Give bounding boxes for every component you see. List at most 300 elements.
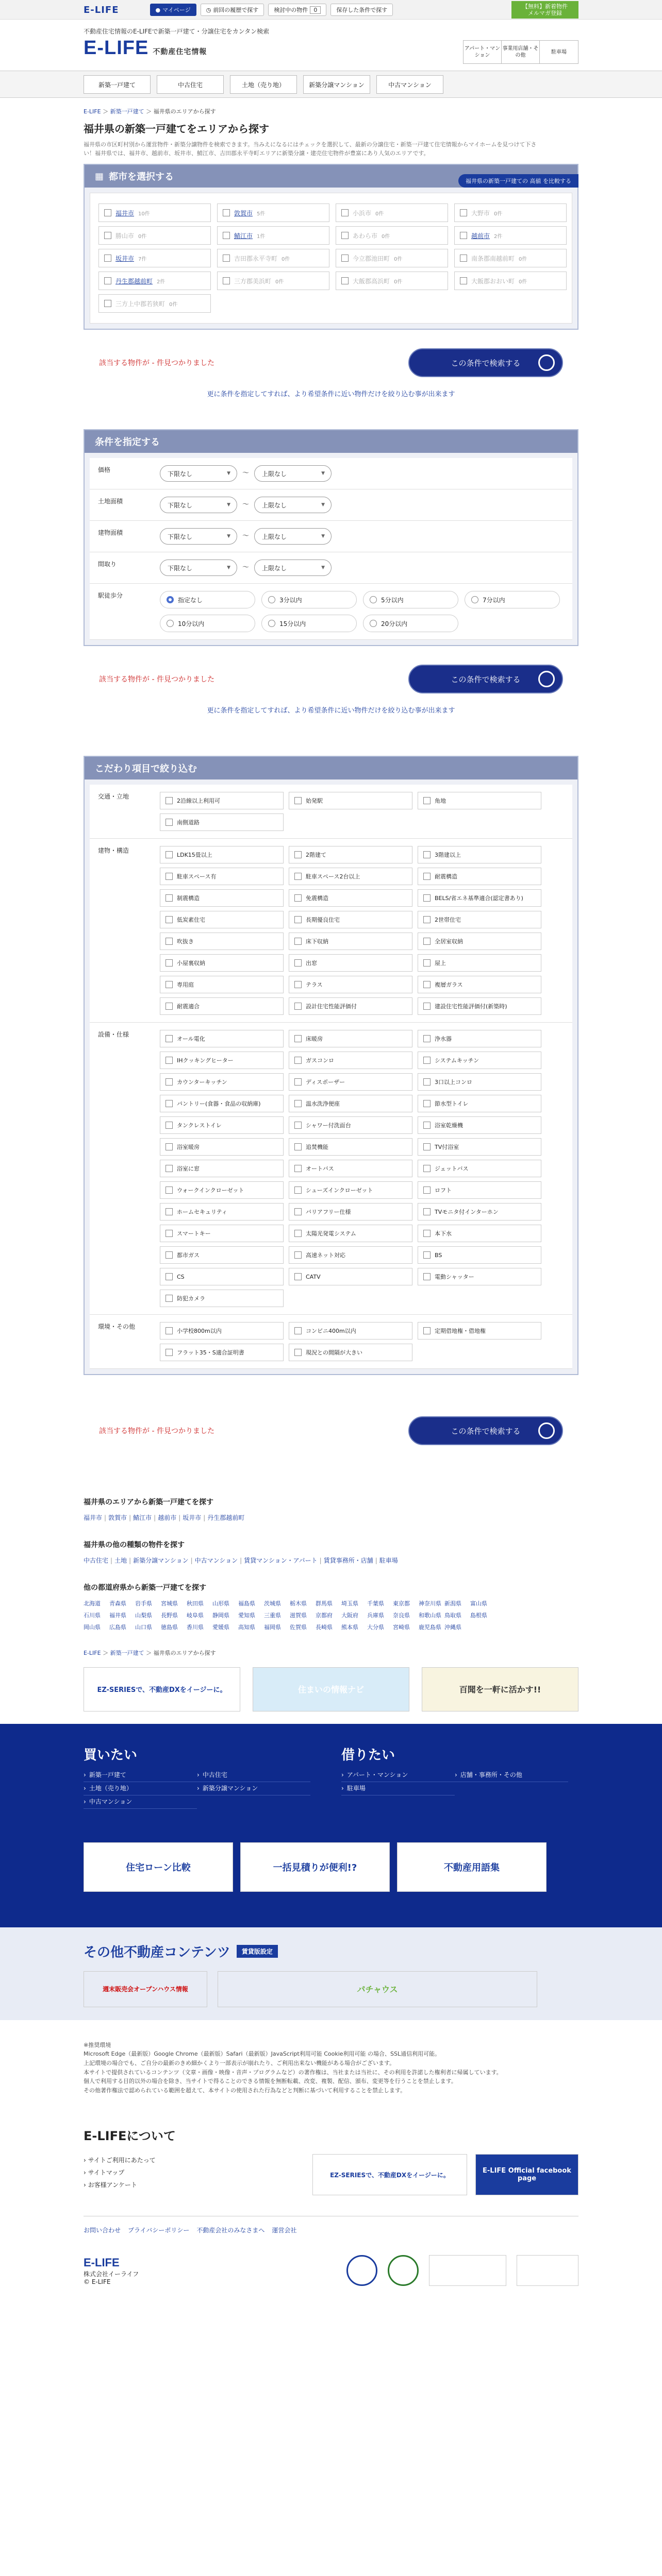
- footer-logo[interactable]: E-LIFE: [84, 2256, 120, 2269]
- feature-checkbox[interactable]: [160, 976, 284, 993]
- feature-checkbox[interactable]: [160, 1073, 284, 1091]
- pref-link[interactable]: 徳島県: [161, 1623, 178, 1631]
- pref-link[interactable]: 群馬県: [316, 1600, 333, 1607]
- footer-buy-link[interactable]: › 新築分譲マンション: [197, 1782, 310, 1795]
- max-select[interactable]: 上限なし ▼: [254, 497, 332, 513]
- feature-checkbox[interactable]: [289, 1052, 412, 1069]
- footer-buy-link[interactable]: › 中古マンション: [84, 1795, 197, 1809]
- city-count: 0件: [382, 233, 390, 240]
- max-select[interactable]: 上限なし ▼: [254, 465, 332, 482]
- feature-checkbox[interactable]: [160, 1203, 284, 1221]
- feature-checkbox[interactable]: [160, 868, 284, 885]
- feature-checkbox[interactable]: [160, 1225, 284, 1242]
- type-link[interactable]: 中古マンション: [194, 1556, 238, 1564]
- pref-link[interactable]: 青森県: [109, 1600, 126, 1607]
- pref-link[interactable]: 福井県: [109, 1612, 126, 1619]
- estimate-banner[interactable]: 一括見積りが便利!?: [240, 1842, 390, 1892]
- pref-link[interactable]: 佐賀県: [290, 1623, 307, 1631]
- feature-checkbox[interactable]: [160, 889, 284, 907]
- max-select[interactable]: 上限なし ▼: [254, 560, 332, 576]
- area-link[interactable]: 福井市: [84, 1514, 103, 1521]
- pref-link[interactable]: 福島県: [238, 1600, 255, 1607]
- city-checkbox[interactable]: [336, 226, 448, 245]
- checkbox-icon: [423, 1187, 431, 1194]
- menu-apartment[interactable]: アパート・マンション: [464, 41, 502, 63]
- feature-checkbox[interactable]: [418, 1052, 541, 1069]
- checkbox-icon: [341, 277, 349, 284]
- feature-checkbox[interactable]: [289, 1225, 412, 1242]
- pref-link[interactable]: 茨城県: [264, 1600, 281, 1607]
- pref-link[interactable]: 大分県: [367, 1623, 384, 1631]
- feature-checkbox[interactable]: [160, 933, 284, 950]
- city-panel: [84, 164, 578, 330]
- newsletter-button[interactable]: 【無料】新着物件 メルマガ登録: [511, 1, 578, 19]
- type-link[interactable]: 中古住宅: [84, 1556, 109, 1564]
- feature-label: パントリー(食器・食品の収納庫): [177, 1100, 261, 1107]
- city-checkbox[interactable]: [98, 294, 211, 313]
- feature-checkbox[interactable]: [160, 846, 284, 863]
- condition-label: 価格: [98, 466, 111, 473]
- feature-label: 浴室暖房: [177, 1144, 200, 1150]
- pref-link[interactable]: 鹿児島県: [419, 1623, 441, 1631]
- footer-buy-link[interactable]: › 土地（売り地）: [84, 1782, 197, 1795]
- checkbox-icon: [294, 1251, 302, 1259]
- pref-link[interactable]: 岩手県: [135, 1600, 152, 1607]
- feature-checkbox[interactable]: [289, 1095, 412, 1112]
- footer-rent-link[interactable]: › アパート・マンション: [341, 1769, 455, 1782]
- city-name: 三方郡美浜町: [234, 277, 272, 285]
- feature-checkbox[interactable]: [289, 1203, 412, 1221]
- feature-checkbox[interactable]: [418, 1322, 541, 1340]
- feature-label: TV付浴室: [435, 1144, 459, 1150]
- feature-checkbox[interactable]: [160, 911, 284, 928]
- feature-label: 太陽光発電システム: [306, 1230, 356, 1237]
- checkbox-icon: [294, 1143, 302, 1150]
- feature-group-label: 設備・仕様: [98, 1031, 129, 1038]
- city-checkbox[interactable]: [98, 204, 211, 222]
- feature-checkbox[interactable]: [418, 1030, 541, 1047]
- feature-checkbox[interactable]: [160, 1030, 284, 1047]
- checkbox-icon: [423, 1035, 431, 1042]
- feature-checkbox[interactable]: [289, 997, 412, 1015]
- bottom-link[interactable]: プライバシーポリシー: [128, 2227, 190, 2234]
- walk-radio[interactable]: [363, 615, 458, 632]
- city-checkbox[interactable]: [217, 249, 329, 267]
- feature-checkbox[interactable]: [418, 1181, 541, 1199]
- header: [0, 20, 662, 71]
- checkbox-icon: [294, 1208, 302, 1215]
- history-button[interactable]: ◷ 前回の履歴で探す: [201, 4, 264, 16]
- radio-icon: [167, 596, 174, 603]
- feature-checkbox[interactable]: [418, 1138, 541, 1156]
- pref-link[interactable]: 三重県: [264, 1612, 281, 1619]
- feature-checkbox[interactable]: [160, 1246, 284, 1264]
- pref-link[interactable]: 福岡県: [264, 1623, 281, 1631]
- feature-checkbox[interactable]: [289, 1344, 412, 1361]
- feature-checkbox[interactable]: [289, 1030, 412, 1047]
- pref-link[interactable]: 熊本県: [341, 1623, 358, 1631]
- nav-land[interactable]: 土地（売り地）: [230, 75, 297, 94]
- feature-checkbox[interactable]: [289, 1073, 412, 1091]
- header-tagline: 不動産住宅情報のE-LIFEで新築一戸建て・分譲住宅をカンタン検索: [84, 28, 270, 35]
- feature-checkbox[interactable]: [289, 954, 412, 972]
- checkbox-icon: [423, 1122, 431, 1129]
- glossary-banner[interactable]: 不動産用語集: [397, 1842, 547, 1892]
- feature-label: オール電化: [177, 1036, 205, 1042]
- city-checkbox[interactable]: [454, 204, 567, 222]
- type-link[interactable]: 賃貸事務所・店舗: [323, 1556, 373, 1564]
- checkbox-icon: [294, 916, 302, 923]
- checkbox-icon: [423, 1100, 431, 1107]
- feature-checkbox[interactable]: [289, 911, 412, 928]
- area-links: 福井県のエリアから新築一戸建てを探す 福井市 | 敦賀市 | 鯖江市 | 越前市 | 坂井市 | 丹生郡越前町: [84, 1498, 245, 1521]
- feature-label: 全居室収納: [435, 938, 463, 945]
- checkbox-icon: [294, 1165, 302, 1172]
- feature-checkbox[interactable]: [289, 1322, 412, 1340]
- feature-label: 3階建以上: [435, 852, 461, 858]
- radio-icon: [268, 596, 275, 603]
- feature-label: 床下収納: [306, 938, 328, 945]
- city-checkbox[interactable]: [98, 249, 211, 267]
- feature-checkbox[interactable]: [418, 1203, 541, 1221]
- checkbox-icon: [294, 873, 302, 880]
- walk-radio[interactable]: [160, 615, 255, 632]
- city-count: 7件: [138, 256, 147, 262]
- area-link[interactable]: 越前市: [158, 1514, 177, 1521]
- walk-radio[interactable]: [160, 591, 255, 608]
- result-note: 更に条件を指定してすれば、より希望条件に近い物件だけを絞り込む事が出来ます: [207, 391, 455, 398]
- feature-checkbox[interactable]: [418, 911, 541, 928]
- feature-checkbox[interactable]: [289, 889, 412, 907]
- sumai-navi-banner[interactable]: 住まいの情報ナビ: [253, 1667, 409, 1711]
- page-description: 福井県の市区町村別から運営物件・新築分譲物件を検索できます。当みえになるにはチェックを選択して、最新の分譲住宅・新築一戸建て住宅情報からマイホームを見つけて下さい！福井県では、福井市、越前市、坂井市、鯖江市、吉田郡永平寺町エリアに新築分譲・建売住宅物件が豊富にあり人気のエリアです。: [84, 141, 537, 157]
- mypage-button[interactable]: ● マイページ: [150, 4, 196, 16]
- feature-checkbox[interactable]: [160, 1116, 284, 1134]
- area-link[interactable]: 丹生郡越前町: [207, 1514, 245, 1521]
- search-button-3[interactable]: この条件で検索する: [408, 1416, 563, 1445]
- nav-used-house[interactable]: 中古住宅: [157, 75, 224, 94]
- feature-checkbox[interactable]: [289, 933, 412, 950]
- pref-link[interactable]: 高知県: [238, 1623, 255, 1631]
- feature-checkbox[interactable]: [418, 792, 541, 809]
- feature-checkbox[interactable]: [418, 933, 541, 950]
- feature-checkbox[interactable]: [418, 976, 541, 993]
- result-bar-2: 該当する物件が - 件見つかりました この条件で検索する: [84, 665, 578, 693]
- radio-icon: [268, 620, 275, 627]
- pachaus-banner[interactable]: パチャウス: [218, 1971, 537, 2007]
- pref-link[interactable]: 宮城県: [161, 1600, 178, 1607]
- feature-checkbox[interactable]: [418, 954, 541, 972]
- pref-link[interactable]: 香川県: [187, 1623, 204, 1631]
- pref-link[interactable]: 千葉県: [367, 1600, 384, 1607]
- checkbox-icon: [423, 1078, 431, 1086]
- about-link[interactable]: › お客様アンケート: [84, 2179, 156, 2191]
- feature-grid: [160, 792, 541, 831]
- feature-checkbox[interactable]: [418, 1095, 541, 1112]
- radio-label: 10分以内: [178, 620, 205, 628]
- checkbox-icon: [166, 1057, 173, 1064]
- feature-label: BS: [435, 1251, 442, 1259]
- feature-checkbox[interactable]: [160, 1138, 284, 1156]
- type-link[interactable]: 土地: [114, 1556, 127, 1564]
- area-link[interactable]: 坂井市: [183, 1514, 202, 1521]
- menu-parking[interactable]: 駐車場: [551, 49, 567, 55]
- feature-checkbox[interactable]: [289, 846, 412, 863]
- pref-link[interactable]: 北海道: [84, 1600, 101, 1607]
- pref-link[interactable]: 栃木県: [290, 1600, 307, 1607]
- feature-label: 床暖房: [306, 1036, 323, 1042]
- feature-checkbox[interactable]: [160, 1095, 284, 1112]
- feature-checkbox[interactable]: [160, 814, 284, 831]
- checked-button[interactable]: 検討中の物件 0: [268, 4, 326, 16]
- topbar-logo[interactable]: E-LIFE: [84, 4, 119, 15]
- pref-link[interactable]: 静岡県: [212, 1612, 229, 1619]
- feature-checkbox[interactable]: [418, 1160, 541, 1177]
- compare-button[interactable]: 福井県の新築一戸建ての 高値 を比較する: [458, 174, 578, 188]
- city-checkbox[interactable]: [217, 272, 329, 290]
- checkbox-icon: [166, 797, 173, 804]
- checkbox-icon: [294, 1122, 302, 1129]
- feature-label: 温水洗浄便座: [306, 1100, 340, 1107]
- feature-group-label: 交通・立地: [98, 793, 129, 800]
- feature-label: BELS/省エネ基準適合(認定書あり): [435, 895, 523, 902]
- checkbox-icon: [166, 1327, 173, 1334]
- footer-rent-link[interactable]: › 店舗・事務所・その他: [455, 1769, 568, 1782]
- feature-checkbox[interactable]: [418, 1116, 541, 1134]
- tilde: ～: [242, 564, 250, 571]
- feature-checkbox[interactable]: [289, 1268, 412, 1285]
- footer-buy-link[interactable]: › 中古住宅: [197, 1769, 310, 1782]
- nav-new-house[interactable]: 新築一戸建て: [84, 75, 151, 94]
- type-link[interactable]: 新築分譲マンション: [133, 1556, 189, 1564]
- pref-link[interactable]: 愛知県: [238, 1612, 255, 1619]
- feature-checkbox[interactable]: [418, 1073, 541, 1091]
- area-link[interactable]: 敦賀市: [108, 1514, 127, 1521]
- feature-checkbox[interactable]: [289, 1160, 412, 1177]
- pref-link[interactable]: 岐阜県: [187, 1612, 204, 1619]
- separator: |: [375, 1556, 377, 1564]
- pref-link[interactable]: 京都府: [316, 1612, 333, 1619]
- city-checkbox[interactable]: [336, 272, 448, 290]
- walk-radio[interactable]: [465, 591, 560, 608]
- openhouse-banner[interactable]: 週末販売会オープンハウス情報: [84, 1971, 207, 2007]
- checkbox-icon: [166, 1100, 173, 1107]
- radio-label: 7分以内: [483, 596, 505, 604]
- pref-link[interactable]: 愛媛県: [212, 1623, 229, 1631]
- pref-link[interactable]: 山形県: [212, 1600, 229, 1607]
- radio-label: 3分以内: [279, 596, 302, 604]
- pref-link[interactable]: 岡山県: [84, 1623, 101, 1631]
- city-checkbox[interactable]: [217, 204, 329, 222]
- feature-label: 浴室に窓: [177, 1165, 200, 1172]
- feature-label: 複層ガラス: [435, 981, 463, 988]
- city-panel-title: 都市を選択する: [109, 172, 174, 182]
- association-logo: [429, 2255, 506, 2286]
- about-link[interactable]: › サイトマップ: [84, 2166, 156, 2179]
- menu-business[interactable]: 事業用店舗・その他: [502, 41, 540, 63]
- pref-link[interactable]: 兵庫県: [367, 1612, 384, 1619]
- nav-used-mansion[interactable]: 中古マンション: [376, 75, 443, 94]
- checkbox-icon: [423, 1273, 431, 1280]
- checkbox-icon: [166, 1295, 173, 1302]
- pref-link[interactable]: 和歌山県: [419, 1612, 441, 1619]
- pref-link[interactable]: 山口県: [135, 1623, 152, 1631]
- feature-checkbox[interactable]: [289, 976, 412, 993]
- feature-label: ロフト: [435, 1187, 452, 1194]
- bottom-link[interactable]: お問い合わせ: [84, 2227, 121, 2234]
- pref-link[interactable]: 富山県: [470, 1600, 487, 1607]
- city-checkbox[interactable]: [454, 249, 567, 267]
- pref-link[interactable]: 長野県: [161, 1612, 178, 1619]
- pref-link[interactable]: 大阪府: [341, 1612, 358, 1619]
- footer-buy-link[interactable]: › 新築一戸建て: [84, 1769, 197, 1782]
- checkbox-icon: [423, 1143, 431, 1150]
- feature-checkbox[interactable]: [289, 868, 412, 885]
- search-button-2[interactable]: この条件で検索する: [408, 665, 563, 693]
- pref-link[interactable]: 秋田県: [187, 1600, 204, 1607]
- type-link[interactable]: 駐車場: [379, 1556, 398, 1564]
- bottom-link[interactable]: 不動産会社のみなさまへ: [196, 2227, 265, 2234]
- city-checkbox[interactable]: [336, 204, 448, 222]
- pref-link[interactable]: 奈良県: [393, 1612, 410, 1619]
- city-checkbox[interactable]: [454, 272, 567, 290]
- pref-link[interactable]: 長崎県: [316, 1623, 333, 1631]
- about-link[interactable]: › サイトご利用にあたって: [84, 2154, 156, 2166]
- checkbox-icon: [294, 959, 302, 967]
- feature-checkbox[interactable]: [160, 1052, 284, 1069]
- ez-banner-footer[interactable]: EZ-SERIESで、不動産DXをイージーに。: [312, 2154, 467, 2195]
- checkbox-icon: [166, 1143, 173, 1150]
- feature-checkbox[interactable]: [160, 1181, 284, 1199]
- feature-checkbox[interactable]: [160, 954, 284, 972]
- feature-label: コンビニ400m以内: [306, 1328, 356, 1334]
- pref-link[interactable]: 新潟県: [444, 1600, 461, 1607]
- checkbox-icon: [166, 959, 173, 967]
- walk-radio[interactable]: [363, 591, 458, 608]
- checkbox-icon: [423, 1165, 431, 1172]
- checkbox-icon: [166, 1187, 173, 1194]
- feature-checkbox[interactable]: [160, 1160, 284, 1177]
- search-button[interactable]: この条件で検索する: [408, 348, 563, 377]
- pref-link[interactable]: 東京都: [393, 1600, 410, 1607]
- feature-checkbox[interactable]: [289, 792, 412, 809]
- city-checkbox[interactable]: [98, 226, 211, 245]
- city-name: 今立郡池田町: [353, 255, 390, 262]
- separator: |: [154, 1514, 156, 1521]
- checkbox-icon: [423, 1208, 431, 1215]
- pref-link[interactable]: 神奈川県: [419, 1600, 441, 1607]
- pref-link[interactable]: 広島県: [109, 1623, 126, 1631]
- pref-link[interactable]: 沖縄県: [444, 1623, 461, 1631]
- min-select[interactable]: 下限なし ▼: [160, 528, 237, 545]
- radio-label: 15分以内: [279, 620, 306, 628]
- city-count: 5件: [257, 211, 266, 217]
- feature-checkbox[interactable]: [418, 1268, 541, 1285]
- walk-radio[interactable]: [261, 591, 357, 608]
- feature-checkbox[interactable]: [289, 1181, 412, 1199]
- pref-link[interactable]: 埼玉県: [341, 1600, 358, 1607]
- feature-label: 浴室乾燥機: [435, 1122, 463, 1129]
- feature-checkbox[interactable]: [418, 868, 541, 885]
- feature-checkbox[interactable]: [418, 1246, 541, 1264]
- feature-checkbox[interactable]: [160, 1344, 284, 1361]
- feature-label: LDK15畳以上: [177, 852, 212, 858]
- pref-link[interactable]: 山梨県: [135, 1612, 152, 1619]
- city-checkbox[interactable]: [98, 272, 211, 290]
- tilde: ～: [242, 532, 250, 540]
- site-logo[interactable]: E-LIFE 不動産住宅情報: [84, 37, 207, 59]
- feature-checkbox[interactable]: [160, 1268, 284, 1285]
- feature-label: 建設住宅性能評価付(新築時): [435, 1003, 507, 1010]
- city-checkbox[interactable]: [217, 226, 329, 245]
- footer-rent-link[interactable]: › 駐車場: [341, 1782, 455, 1795]
- feature-checkbox[interactable]: [418, 997, 541, 1015]
- feature-checkbox[interactable]: [418, 889, 541, 907]
- feature-label: 都市ガス: [177, 1252, 200, 1259]
- feature-checkbox[interactable]: [160, 1322, 284, 1340]
- ez-series-banner[interactable]: EZ-SERIESで、不動産DXをイージーに。: [84, 1667, 240, 1711]
- city-checkbox[interactable]: [454, 226, 567, 245]
- pref-link[interactable]: 宮崎県: [393, 1623, 410, 1631]
- checkbox-icon: [104, 232, 111, 239]
- feature-label: バリアフリー仕様: [306, 1209, 351, 1215]
- city-name: 勝山市: [115, 232, 135, 240]
- max-select[interactable]: 上限なし ▼: [254, 528, 332, 545]
- checkbox-icon: [104, 277, 111, 284]
- type-link[interactable]: 賃貸マンション・アパート: [244, 1556, 318, 1564]
- min-select[interactable]: 下限なし ▼: [160, 465, 237, 482]
- condition-label: 建物面積: [98, 529, 123, 536]
- city-checkbox[interactable]: [336, 249, 448, 267]
- pref-link[interactable]: 石川県: [84, 1612, 101, 1619]
- feature-checkbox[interactable]: [160, 792, 284, 809]
- checkbox-icon: [423, 981, 431, 988]
- nav-new-mansion[interactable]: 新築分譲マンション: [303, 75, 370, 94]
- hyakubun-banner[interactable]: 百聞を一軒に活かす!!: [422, 1667, 578, 1711]
- note-line: 個人で利用する目的以外の場合を除き、当サイトで得ることのできる情報を無断転載、改変、複製、配信、頒布、変更等を行うことを禁止します。: [84, 2078, 457, 2085]
- condition-panel-title: 条件を指定する: [85, 430, 577, 453]
- condition-label: 間取り: [98, 561, 117, 568]
- feature-checkbox[interactable]: [418, 1225, 541, 1242]
- min-select[interactable]: 下限なし ▼: [160, 560, 237, 576]
- feature-checkbox[interactable]: [160, 997, 284, 1015]
- saved-search-button[interactable]: 保存した条件で探す: [330, 4, 393, 16]
- feature-label: 高速ネット対応: [306, 1252, 345, 1259]
- feature-checkbox[interactable]: [289, 1116, 412, 1134]
- pref-link[interactable]: 滋賀県: [290, 1612, 307, 1619]
- pref-link[interactable]: 鳥取県: [444, 1612, 461, 1619]
- feature-label: 吹抜き: [177, 938, 194, 945]
- area-link[interactable]: 鯖江市: [133, 1514, 152, 1521]
- feature-checkbox[interactable]: [289, 1138, 412, 1156]
- bottom-link[interactable]: 運営会社: [272, 2227, 297, 2234]
- city-count: 0件: [394, 256, 403, 262]
- feature-grid: [160, 1030, 541, 1307]
- facebook-banner[interactable]: E-LIFE Official facebook page: [475, 2154, 578, 2195]
- pref-link[interactable]: 島根県: [470, 1612, 487, 1619]
- feature-checkbox[interactable]: [418, 846, 541, 863]
- feature-label: 2階建て: [306, 852, 326, 858]
- main: E-LIFE ＞ 新築一戸建て ＞ 福井県のエリアから探す 福井県の新築一戸建てをエリアから探す 福井県の市区町村別から運営物件・新築分譲物件を検索できます。当みえになるにはチェックを選択して、最新の分譲住宅・新築一戸建て住宅情報からマイホームを見つけて下さい！福井県では、福井市、越前市、坂井市、鯖江市、吉田郡永平寺町エリアに新築分譲・建売住宅物件が豊富にあり人気のエリアです。 福井県の新築一戸建ての 高値 を比較する ▦ 都市を選択する 福井市 10件 敦賀市 5件 小浜市 0件 大野市 0件 勝山市 0件 鯖江市 1件 あわら市 0件 越前市 2件 坂井市 7件 吉田郡永平寺町 0件 今立郡池田町 0件 南条郡南越前町 0件 丹生郡越前町 2件 三方郡美浜町 0件 大飯郡高浜町 0件 大飯郡おおい町 0件 三方上中郡若狭町 0件 該当する物件が - 件見つかりました この条件で検索する 更に条件を指定してすれば、より希望条件に近い物件だけを絞り込む事が出来ます 条件を指定する 価格 下限なし ▼ ～ 上限なし ▼ 土地面積 下限なし ▼ ～ 上限なし ▼ 建物面積 下限なし ▼ ～ 上限なし ▼ 間取り 下限なし ▼ ～ 上限なし ▼ 駅徒歩分 指定なし 3分以内 5分以内 7分以内 10分以内 15分以内 20分以内 該当する物件が - 件見つかりました この条件で検索する 更に条件を指定してすれば、より希望条件に近い物件だけを絞り込む事が出来ます こだわり項目で絞り込む 交通・立地 2沿線以上利用可 始発駅 角地 南側道路 建物・構造 LDK15畳以上 2階建て 3階建以上 駐車スペース有 駐車スペース2台以上 耐震構造 制震構造 免震構造 BELS/省エネ基準適合(認定書あり) 低炭素住宅 長期優良住宅 2世帯住宅 吹抜き 床下収納 全居室収納 小屋裏収納 出窓 屋上 専用庭 テラス 複層ガラス 耐震適合 設計住宅性能評価付 建設住宅性能評価付(新築時) 設備・仕様 オール電化 床暖房 浄水器 IHクッキングヒーター ガスコンロ システムキッチン カウンターキッチン ディスポーザー 3口以上コンロ パントリー(食器・食品の収納庫) 温水洗浄便座 節水型トイレ タンクレストイレ シャワー付洗面台 浴室乾燥機 浴室暖房 追焚機能 TV付浴室 浴室に窓 オートバス ジェットバス ウォークインクローゼット シューズインクローゼット ロフト ホームセキュリティ バリアフリー仕様 TVモニタ付インターホン スマートキー 太陽光発電システム 本下水 都市ガス 高速ネット対応 BS CS CATV 電動シャッター 防犯カメラ 環境・その他 小学校800m以内 コンビニ400m以内 定期借地権・借地権 フラット35・S適合証明書 現況との間隔が大きい 該当する物件が - 件見つかりました この条件で検索する 福井県のエリアから新築一戸建てを探す 福井市 | 敦賀市 | 鯖江市 | 越前市 | 坂井市 | 丹生郡越前町 福井県の他の種類の物件を探す 中古住宅 | 土地 | 新築分譲マンション | 中古マンション | 賃貸マンション・アパート | 賃貸事務所・店舗 | 駐車場 他の都道府県から新築一戸建てを探す 北海道 青森県 岩手県 宮城県 秋田県 山形県 福島県 茨城県 栃木県 群馬県 埼玉県 千葉県 東京都 神奈川県 新潟県 富山県 石川県 福井県 山梨県 長野県 岐阜県 静岡県 愛知県 三重県 滋賀県 京都府 大阪府 兵庫県 奈良県 和歌山県 鳥取県 島根県 岡山県 広島県 山口県 徳島県 香川県 愛媛県 高知県 福岡県 佐賀県 長崎県 熊本県 大分県 宮崎県 鹿児島県 沖縄県 E-LIFE ＞ 新築一戸建て ＞ 福井県のエリアから探す EZ-SERIESで、不動産DXをイージーに。 住まいの情報ナビ 百聞を一軒に活かす!!: [84, 107, 578, 1711]
- checkbox-icon: [166, 981, 173, 988]
- feature-label: 角地: [435, 798, 446, 804]
- city-icon: ▦: [95, 171, 104, 182]
- loan-banner[interactable]: 住宅ローン比較: [84, 1842, 233, 1892]
- walk-radio[interactable]: [261, 615, 357, 632]
- min-select[interactable]: 下限なし ▼: [160, 497, 237, 513]
- feature-checkbox[interactable]: [160, 1290, 284, 1307]
- feature-checkbox[interactable]: [289, 1246, 412, 1264]
